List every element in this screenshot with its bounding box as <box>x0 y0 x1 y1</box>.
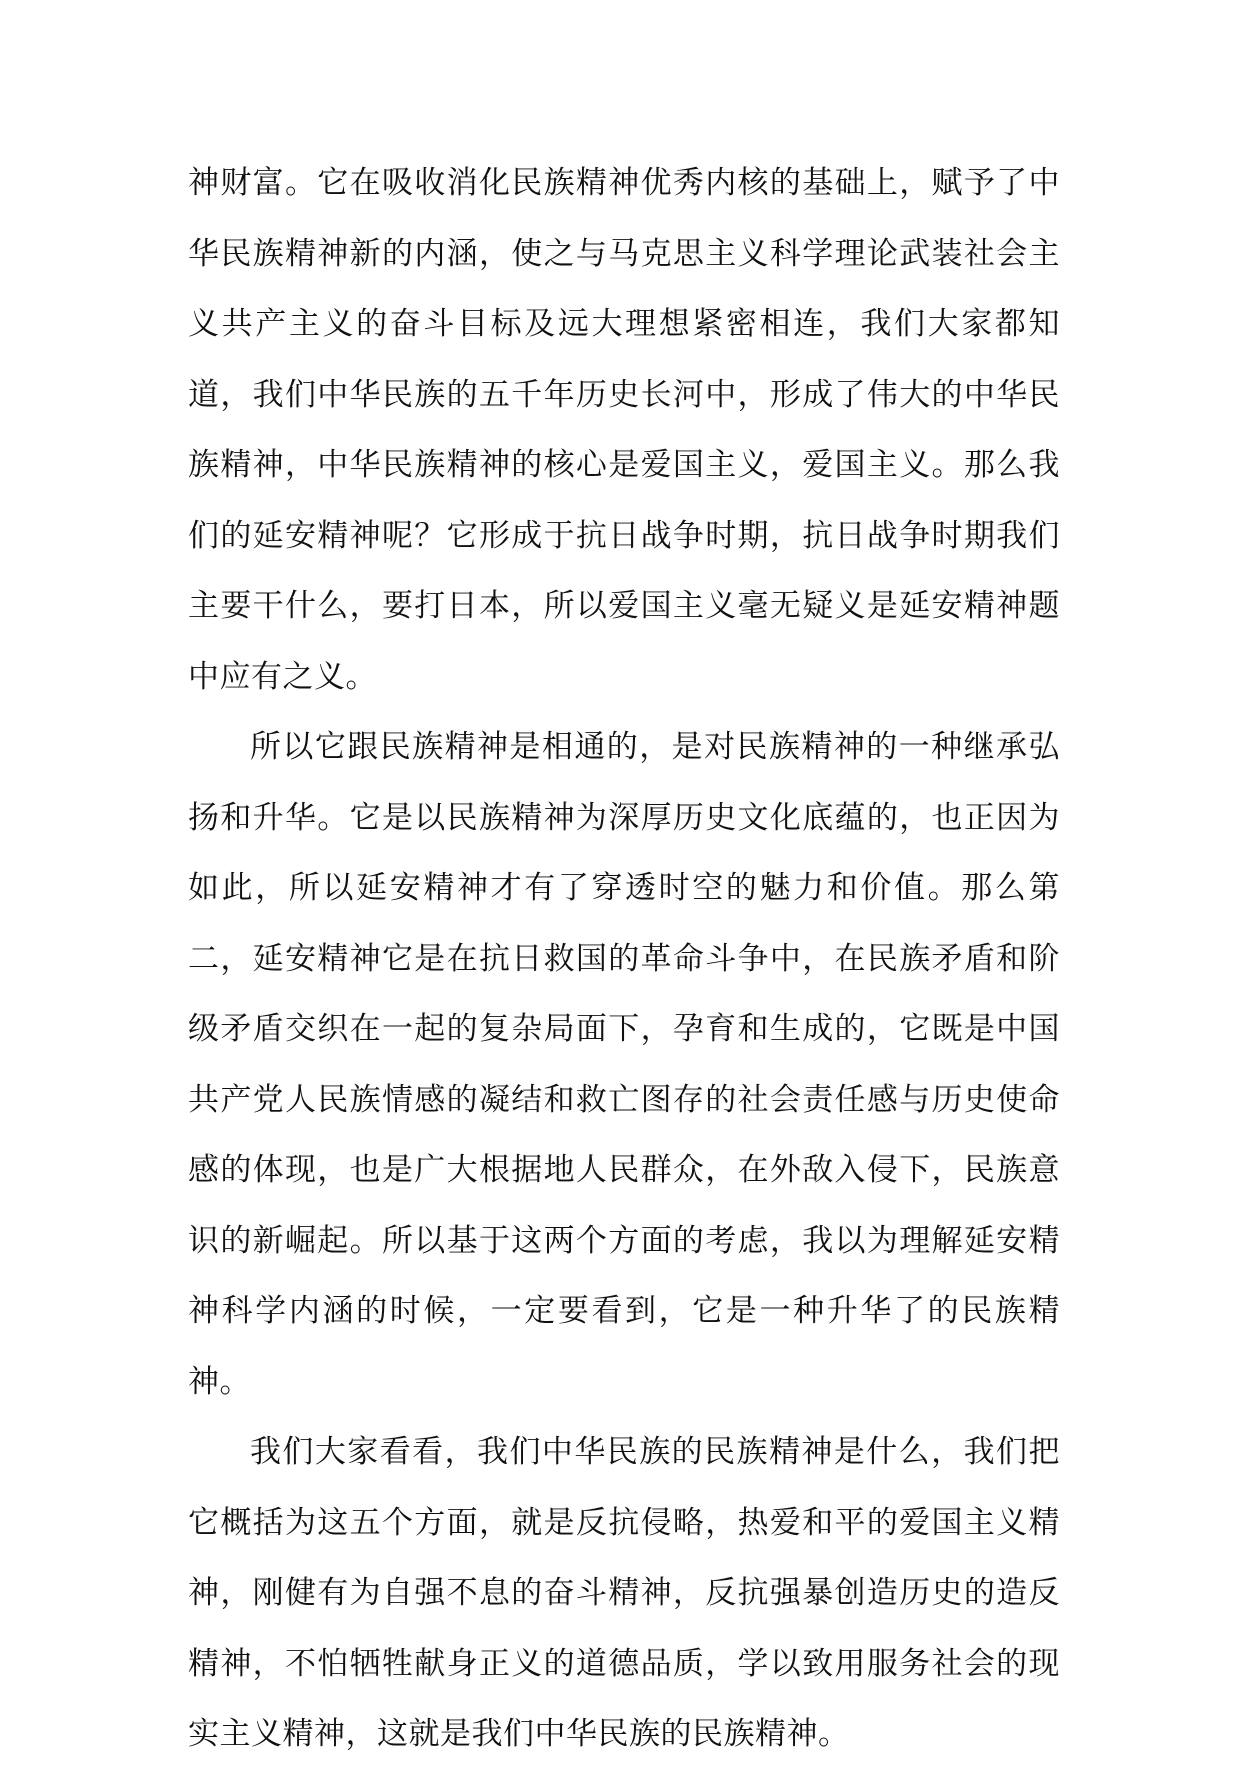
document-body <box>188 148 1060 1770</box>
paragraph-1: 神财富。它在吸收消化民族精神优秀内核的基础上，赋予了中华民族精神新的内涵，使之与马克思主义科学理论武装社会主义共产主义的奋斗目标及远大理想紧密相连，我们大家都知道，我们中华民族的五千年历史长河中，形成了伟大的中华民族精神，中华民族精神的核心是爱国主义，爱国主义。那么我们的延安精神呢？它形成于抗日战争时期，抗日战争时期我们主要干什么，要打日本，所以爱国主义毫无疑义是延安精神题中应有之义。 <box>188 165 1060 695</box>
paragraph-2: 所以它跟民族精神是相通的，是对民族精神的一种继承弘扬和升华。它是以民族精神为深厚历史文化底蕴的，也正因为如此，所以延安精神才有了穿透时空的魅力和价值。那么第二，延安精神它是在抗日救国的革命斗争中，在民族矛盾和阶级矛盾交织在一起的复杂局面下，孕育和生成的，它既是中国共产党人民族情感的凝结和救亡图存的社会责任感与历史使命感的体现，也是广大根据地人民群众，在外敌入侵下，民族意识的新崛起。所以基于这两个方面的考虑，我以为理解延安精神科学内涵的时候，一定要看到，它是一种升华了的民族精神。 <box>188 729 1060 1400</box>
paragraph-3: 我们大家看看，我们中华民族的民族精神是什么，我们把它概括为这五个方面，就是反抗侵略，热爱和平的爱国主义精神，刚健有为自强不息的奋斗精神，反抗强暴创造历史的造反精神，不怕牺牲献身正义的道德品质，学以致用服务社会的现实主义精神，这就是我们中华民族的民族精神。 <box>188 1434 1060 1752</box>
